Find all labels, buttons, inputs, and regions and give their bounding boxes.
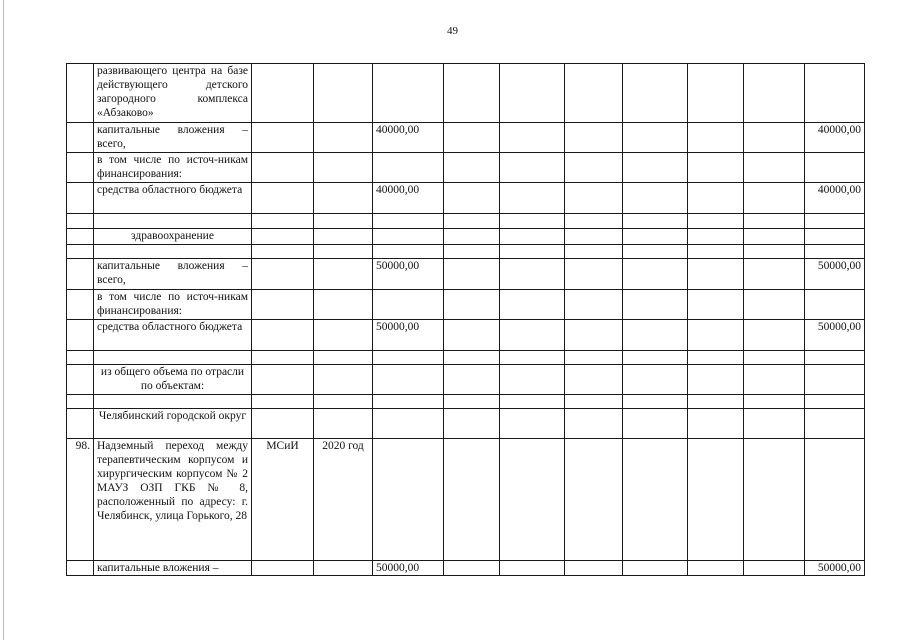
- budget-table: [66, 63, 865, 576]
- num-cell: [67, 64, 94, 123]
- description-cell: в том числе по источ-никам финансирования:: [94, 153, 252, 183]
- last-year-cell: [805, 64, 865, 123]
- last-year-cell: 50000,00: [805, 259, 865, 290]
- description-cell: капитальные вложения – всего,: [94, 123, 252, 153]
- object-description: Надземный переход между терапевтическим корпусом и хирургическим корпусом № 2 МАУЗ ОЗП ГКБ № 8, расположенный по адресу: г. Челябинск, улица Горького, 28: [94, 439, 252, 561]
- total-cell: 40000,00: [373, 183, 444, 214]
- page-edge-line: [3, 0, 4, 640]
- description-cell: средства областного бюджета: [94, 183, 252, 214]
- total-cell: [373, 64, 444, 123]
- responsible-org: МСиИ: [252, 439, 314, 561]
- description-cell: в том числе по источ-никам финансирования:: [94, 290, 252, 320]
- description-cell: капитальные вложения – всего,: [94, 259, 252, 290]
- total-cell: 50000,00: [373, 259, 444, 290]
- section-heading: Челябинский городской округ: [94, 409, 252, 439]
- implementation-year: 2020 год: [314, 439, 373, 561]
- spacer-row: [67, 245, 865, 259]
- last-year-cell: [805, 290, 865, 320]
- table-row: [67, 290, 865, 320]
- section-heading: из общего объема по отрасли по объектам:: [94, 365, 252, 395]
- total-cell: [373, 153, 444, 183]
- table-row: [67, 153, 865, 183]
- spacer-row: [67, 214, 865, 229]
- last-year-cell: [805, 153, 865, 183]
- section-heading: здравоохранение: [94, 229, 252, 245]
- section-heading-row: [67, 229, 865, 245]
- total-cell: [373, 439, 444, 561]
- table-row: [67, 183, 865, 214]
- page-number: 49: [447, 25, 458, 37]
- object-row: [67, 439, 865, 561]
- spacer-row: [67, 351, 865, 365]
- last-year-cell: 40000,00: [805, 123, 865, 153]
- table-row: [67, 123, 865, 153]
- table-row: [67, 64, 865, 123]
- object-number: 98.: [67, 439, 94, 561]
- table-row: [67, 561, 865, 576]
- section-heading-row: [67, 365, 865, 395]
- total-cell: 40000,00: [373, 123, 444, 153]
- last-year-cell: 40000,00: [805, 183, 865, 214]
- description-cell: капитальные вложения –: [94, 561, 252, 576]
- total-cell: 50000,00: [373, 320, 444, 351]
- total-cell: [373, 290, 444, 320]
- total-cell: 50000,00: [373, 561, 444, 576]
- description-cell: развивающего центра на базе действующего детского загородного комплекса «Абзаково»: [94, 64, 252, 123]
- table-row: [67, 320, 865, 351]
- section-heading-row: [67, 409, 865, 439]
- last-year-cell: 50000,00: [805, 561, 865, 576]
- description-cell: средства областного бюджета: [94, 320, 252, 351]
- table-row: [67, 259, 865, 290]
- spacer-row: [67, 395, 865, 409]
- last-year-cell: 50000,00: [805, 320, 865, 351]
- last-year-cell: [805, 439, 865, 561]
